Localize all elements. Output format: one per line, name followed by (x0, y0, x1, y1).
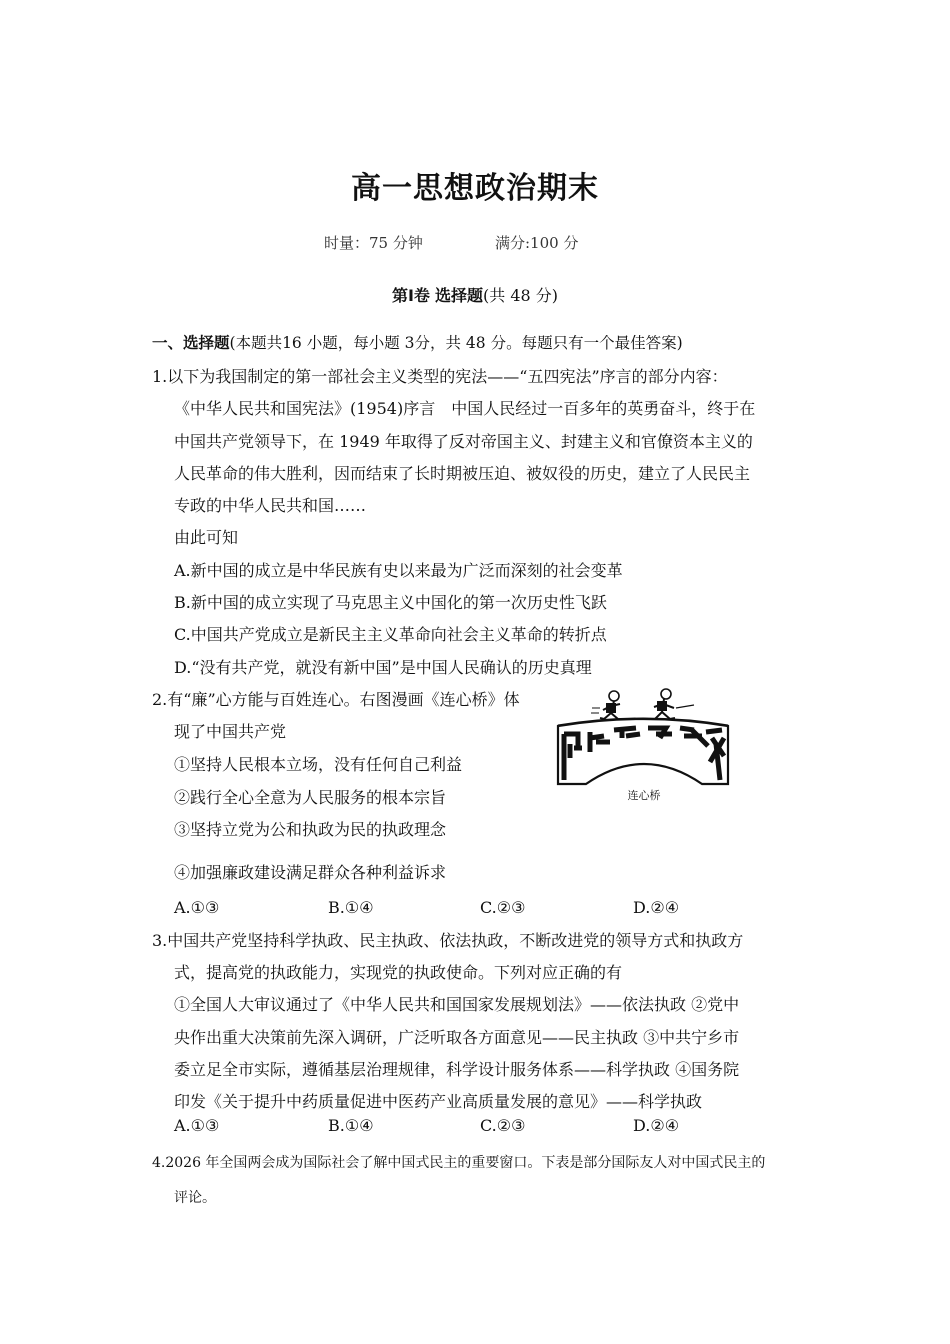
section-heading (0, 283, 950, 306)
bridge-cartoon-image (556, 686, 732, 786)
q2-item: ①坚持人民根本立场，没有任何自己利益 (174, 755, 463, 774)
q1-option-c[interactable]: C.中国共产党成立是新民主主义革命向社会主义革命的转折点 (174, 625, 607, 644)
volume-label: 第Ⅰ卷 (391, 286, 430, 305)
page-title: 高一思想政治期末 (351, 171, 599, 206)
q3-item-line: 央作出重大决策前先深入调研，广泛听取各方面意见——民主执政 ③中共宁乡市 (174, 1028, 740, 1047)
q3-item-line: 印发《关于提升中药质量促进中医药产业高质量发展的意见》——科学执政 (174, 1092, 703, 1111)
part-heading (152, 332, 683, 354)
q3-options (174, 1115, 734, 1137)
q3-item-line: 委立足全市实际，遵循基层治理规律，科学设计服务体系——科学执政 ④国务院 (174, 1060, 740, 1079)
q2-options (174, 897, 734, 919)
full-score: 满分:100 分 (495, 234, 579, 252)
q2-stem: 2.有“廉”心方能与百姓连心。右图漫画《连心桥》体 (152, 690, 520, 709)
q1-stem: 1.以下为我国制定的第一部社会主义类型的宪法——“五四宪法”序言的部分内容： (152, 367, 728, 386)
q1-quote-line: 中国共产党领导下，在 1949 年取得了反对帝国主义、封建主义和官僚资本主义的 (174, 432, 753, 451)
q2-stem-cont: 现了中国共产党 (174, 722, 287, 741)
q3-option-b[interactable]: B.①④ (328, 1116, 374, 1135)
q3-option-a[interactable]: A.①③ (174, 1116, 220, 1135)
q1-quote-line: 《中华人民共和国宪法》(1954)序言 中国人民经过一百多年的英勇奋斗，终于在 (174, 399, 756, 418)
q2-item: ②践行全心全意为人民服务的根本宗旨 (174, 788, 447, 807)
q2-option-d[interactable]: D.②④ (633, 898, 680, 917)
q3-stem: 3.中国共产党坚持科学执政、民主执政、依法执政，不断改进党的领导方式和执政方 (152, 931, 744, 950)
q3-stem-cont: 式，提高党的执政能力，实现党的执政使命。下列对应正确的有 (174, 963, 623, 982)
q1-quote-line: 专政的中华人民共和国…… (174, 496, 367, 515)
q2-item: ④加强廉政建设满足群众各种利益诉求 (174, 863, 447, 882)
part-desc: (本题共16 小题，每小题 3分，共 48 分。每题只有一个最佳答案) (229, 334, 683, 352)
q4-stem-cont: 评论。 (174, 1190, 216, 1206)
part-label: 一、选择题 (152, 334, 230, 352)
q2-option-a[interactable]: A.①③ (174, 898, 220, 917)
q2-item: ③坚持立党为公和执政为民的执政理念 (174, 820, 447, 839)
q1-quote-line: 人民革命的伟大胜利，因而结束了长时期被压迫、被奴役的历史，建立了人民民主 (174, 464, 751, 483)
q4-stem: 4.2026 年全国两会成为国际社会了解中国式民主的重要窗口。下表是部分国际友人对中国式民主的 (152, 1155, 766, 1171)
q1-option-d[interactable]: D.“没有共产党，就没有新中国”是中国人民确认的历史真理 (174, 658, 592, 677)
section-name: 选择题 (435, 286, 484, 305)
q3-option-c[interactable]: C.②③ (480, 1116, 526, 1135)
q3-item-line: ①全国人大审议通过了《中华人民共和国国家发展规划法》——依法执政 ②党中 (174, 995, 740, 1014)
q3-option-d[interactable]: D.②④ (633, 1116, 680, 1135)
cartoon-caption: 连心桥 (627, 789, 661, 802)
q1-option-a[interactable]: A.新中国的成立是中华民族有史以来最为广泛而深刻的社会变革 (174, 561, 623, 580)
q1-lead: 由此可知 (174, 528, 239, 547)
section-points: (共 48 分) (483, 286, 559, 305)
time-limit: 时量：75 分钟 (324, 234, 423, 252)
q2-option-b[interactable]: B.①④ (328, 898, 374, 917)
cartoon-bridge (556, 686, 732, 808)
q1-option-b[interactable]: B.新中国的成立实现了马克思主义中国化的第一次历史性飞跃 (174, 593, 607, 612)
q2-option-c[interactable]: C.②③ (480, 898, 526, 917)
